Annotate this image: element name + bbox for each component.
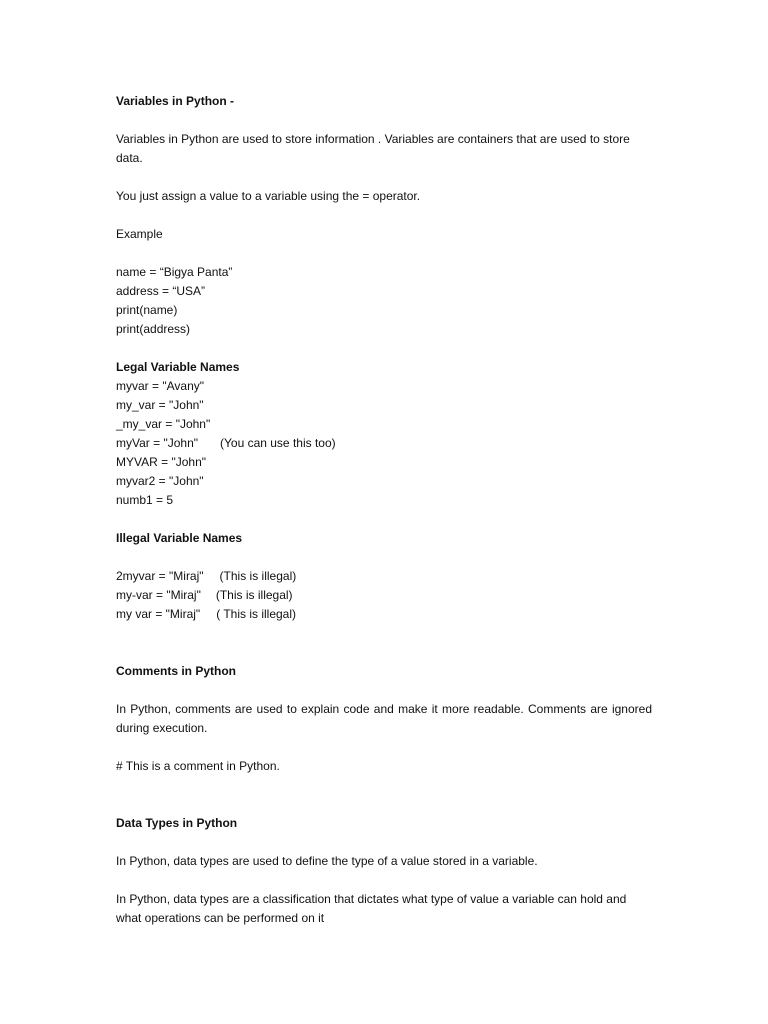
illegal-name-code: my-var = "Miraj"	[116, 588, 201, 602]
illegal-name-code: 2myvar = "Miraj"	[116, 569, 204, 583]
paragraph-data-types-1: In Python, data types are used to define the type of a value stored in a variable.	[116, 854, 538, 868]
illegal-name-code: my var = "Miraj"	[116, 607, 201, 621]
example-line: print(name)	[116, 303, 178, 317]
legal-name-line: myvar = "Avany"	[116, 379, 204, 393]
illegal-name-line	[116, 605, 652, 624]
heading-comments: Comments in Python	[116, 664, 237, 678]
spacer	[116, 833, 652, 852]
paragraph-comments: In Python, comments are used to explain code and make it more readable. Comments are ignored during execution.	[116, 702, 652, 735]
legal-name-line: numb1 = 5	[116, 493, 174, 507]
legal-name-line: my_var = "John"	[116, 398, 204, 412]
paragraph-data-types-2: In Python, data types are a classification that dictates what type of value a variable can hold and what operations can be performed on it	[116, 892, 627, 925]
illegal-name-line	[116, 586, 652, 605]
spacer	[116, 738, 652, 757]
spacer	[116, 795, 652, 814]
spacer	[116, 776, 652, 795]
spacer	[116, 681, 652, 700]
example-line: address = “USA”	[116, 284, 206, 298]
document-page	[116, 92, 652, 928]
legal-name-line: MYVAR = "John"	[116, 455, 206, 469]
heading-legal-names: Legal Variable Names	[116, 360, 240, 374]
spacer	[116, 510, 652, 529]
spacer	[116, 339, 652, 358]
illegal-name-note: (This is illegal)	[219, 569, 297, 583]
heading-variables: Variables in Python -	[116, 94, 235, 108]
example-line: print(address)	[116, 322, 191, 336]
spacer	[116, 643, 652, 662]
example-line: name = “Bigya Panta”	[116, 265, 233, 279]
spacer	[116, 871, 652, 890]
spacer	[116, 244, 652, 263]
spacer	[116, 206, 652, 225]
spacer	[116, 624, 652, 643]
illegal-name-note: (This is illegal)	[215, 588, 293, 602]
spacer	[116, 548, 652, 567]
illegal-name-line	[116, 567, 652, 586]
example-label: Example	[116, 227, 163, 241]
illegal-name-note: ( This is illegal)	[216, 607, 297, 621]
legal-name-line	[116, 434, 652, 453]
spacer	[116, 168, 652, 187]
legal-name-line: _my_var = "John"	[116, 417, 211, 431]
legal-name-line: myvar2 = "John"	[116, 474, 204, 488]
paragraph-assign: You just assign a value to a variable using the = operator.	[116, 189, 421, 203]
comment-example: # This is a comment in Python.	[116, 759, 280, 773]
legal-name-note: (You can use this too)	[220, 436, 336, 450]
heading-illegal-names: Illegal Variable Names	[116, 531, 243, 545]
spacer	[116, 111, 652, 130]
heading-data-types: Data Types in Python	[116, 816, 238, 830]
paragraph-variables-intro: Variables in Python are used to store information . Variables are containers that are used to store data.	[116, 132, 630, 165]
legal-name-code: myVar = "John"	[116, 436, 198, 450]
